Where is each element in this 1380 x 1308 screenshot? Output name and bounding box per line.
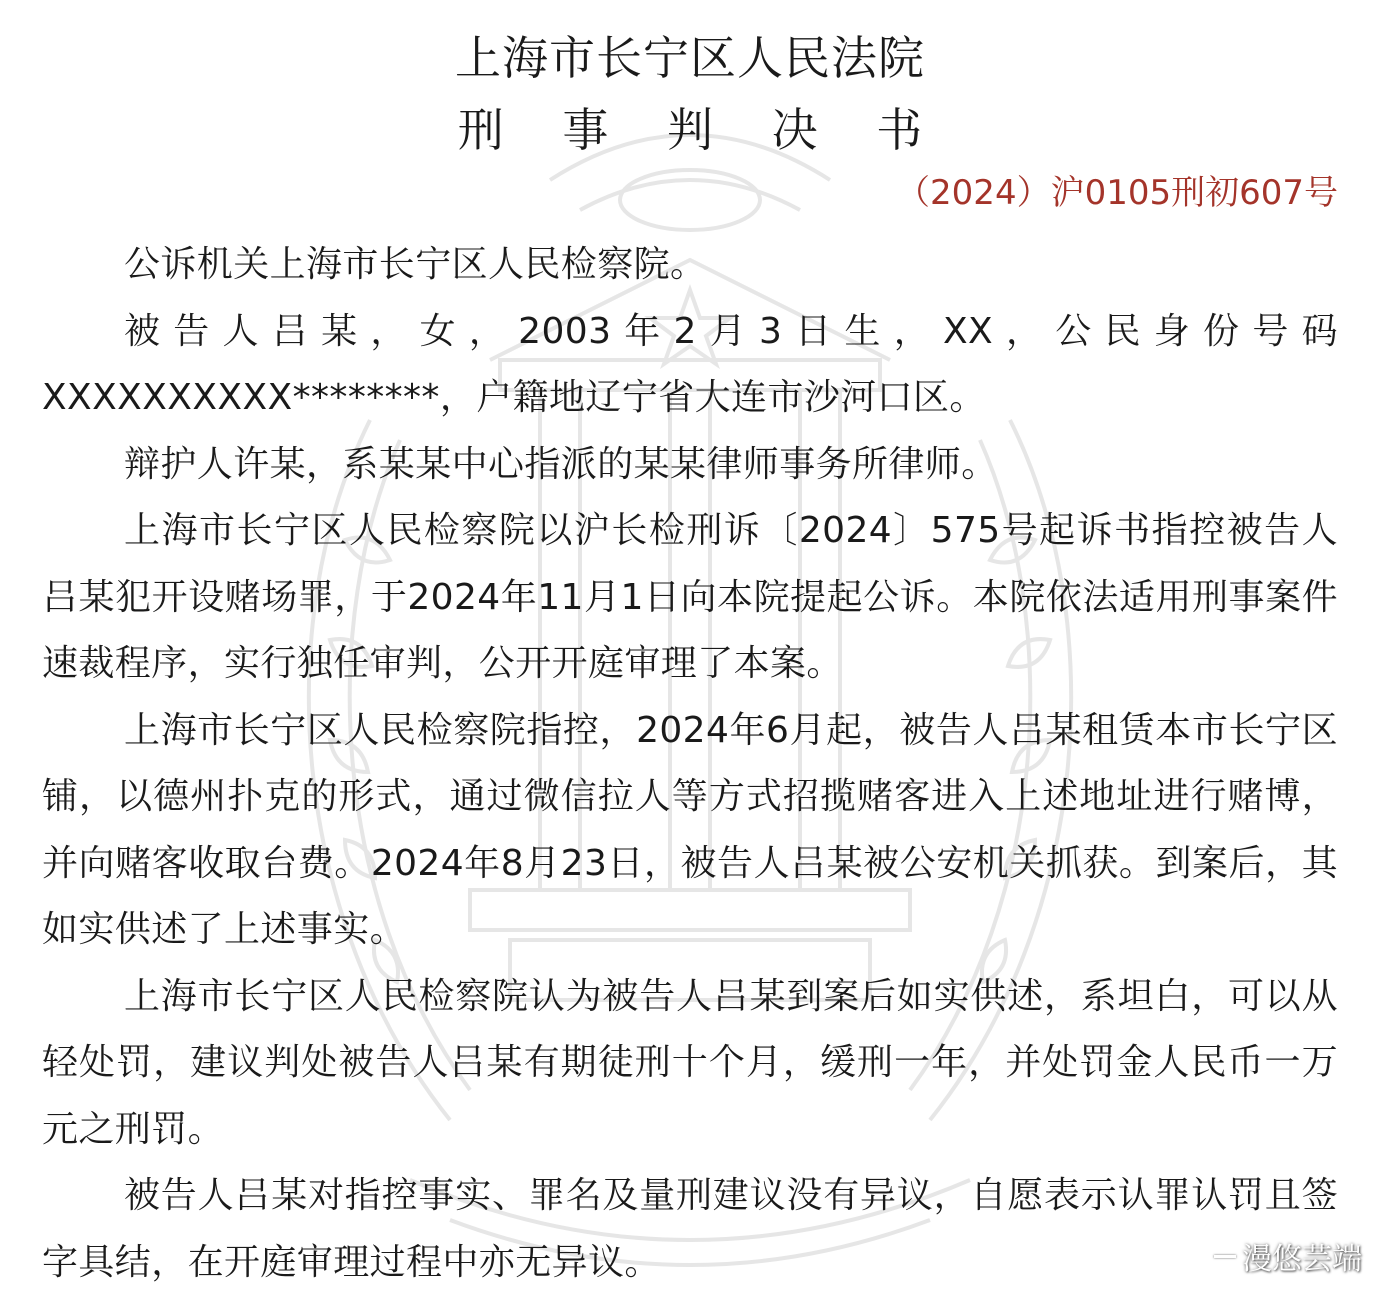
source-watermark (1214, 1234, 1362, 1278)
paragraph-defendant-plea: 被告人吕某对指控事实、罪名及量刑建议没有异议，自愿表示认罪认罚且签字具结，在开庭审理过程中亦无异议。 (42, 1175, 1338, 1283)
case-number: （2024）沪0105刑初607号 (896, 173, 1338, 213)
court-name: 上海市长宁区人民法院 (455, 31, 925, 85)
paragraph-prosecutor: 公诉机关上海市长宁区人民检察院。 (124, 244, 707, 285)
paragraph-indictment: 上海市长宁区人民检察院以沪长检刑诉〔2024〕575号起诉书指控被告人吕某犯开设赌场罪，于2024年11月1日向本院提起公诉。本院依法适用刑事案件速裁程序，实行独任审判，公开开庭审理了本案。 (42, 510, 1338, 684)
watermark-text: 漫悠芸端 (1242, 1242, 1362, 1277)
paragraph-charges: 上海市长宁区人民检察院指控，2024年6月起，被告人吕某租赁本市长宁区铺，以德州扑克的形式，通过微信拉人等方式招揽赌客进入上述地址进行赌博，并向赌客收取台费。2024年8月23日，被告人吕某被公安机关抓获。到案后，其如实供述了上述事实。 (42, 709, 1338, 950)
watermark-dash-icon (1214, 1255, 1236, 1258)
paragraph-sentencing-recommendation: 上海市长宁区人民检察院认为被告人吕某到案后如实供述，系坦白，可以从轻处罚，建议判处被告人吕某有期徒刑十个月，缓刑一年，并处罚金人民币一万元之刑罚。 (42, 975, 1338, 1150)
document-type-title: 刑 事 判 决 书 (457, 103, 945, 157)
paragraph-defendant: 被告人吕某，女，2003年2月3日生，XX，公民身份号码XXXXXXXXXX********，户籍地辽宁省大连市沙河口区。 (42, 310, 1338, 418)
document-body (42, 232, 1338, 1296)
paragraph-defense-counsel: 辩护人许某，系某某中心指派的某某律师事务所律师。 (124, 443, 998, 485)
